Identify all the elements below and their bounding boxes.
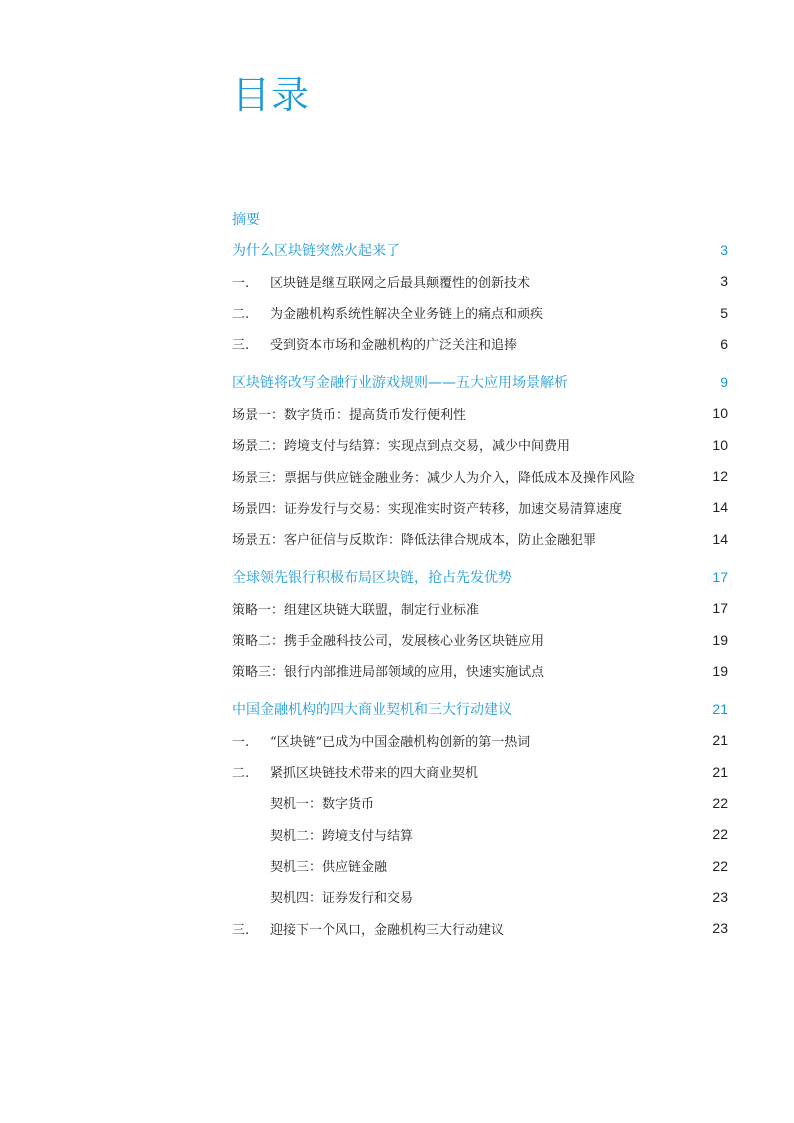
toc-page-number: 19 <box>712 662 728 679</box>
toc-label <box>232 856 387 875</box>
toc-page-number: 10 <box>712 436 728 453</box>
toc-entry[interactable] <box>232 787 728 818</box>
toc-label <box>232 919 504 938</box>
toc-label <box>232 272 530 291</box>
toc-label-text: 场景一：数字货币：提高货币发行便利性 <box>232 407 467 423</box>
toc-entry[interactable] <box>232 328 728 359</box>
toc-label <box>232 630 544 649</box>
toc-page-number: 12 <box>712 468 728 485</box>
toc-entry[interactable] <box>232 624 728 655</box>
toc-entry[interactable] <box>232 266 728 297</box>
toc-label <box>232 793 374 812</box>
toc-label <box>232 887 413 906</box>
toc-label <box>232 334 517 353</box>
toc-page-number: 21 <box>712 763 728 780</box>
toc-label <box>232 303 543 322</box>
toc-label-text: 区块链是继互联网之后最具颠覆性的创新技术 <box>270 275 531 291</box>
toc-label <box>232 435 570 454</box>
toc-label-text: 场景四：证券发行与交易：实现准实时资产转移，加速交易清算速度 <box>232 501 623 517</box>
page-title: 目录 <box>232 73 311 117</box>
toc-entry[interactable] <box>232 913 728 944</box>
toc-page-number: 10 <box>712 405 728 422</box>
toc-entry[interactable] <box>232 725 728 756</box>
toc-label-text: 契机一：数字货币 <box>270 797 375 813</box>
toc-label <box>232 599 479 618</box>
toc-label-text: 为金融机构系统性解决全业务链上的痛点和顽疾 <box>270 307 544 323</box>
toc-page-number: 21 <box>712 701 728 718</box>
toc-label-text: 契机三：供应链金融 <box>270 860 388 876</box>
toc-label <box>232 731 530 750</box>
toc-page-number: 5 <box>720 304 728 321</box>
toc-label <box>232 567 512 587</box>
toc-number: 三. <box>232 338 250 354</box>
toc-label <box>232 529 596 548</box>
toc-page-number: 19 <box>712 631 728 648</box>
toc-label-text: 摘要 <box>232 211 260 228</box>
toc-entry[interactable] <box>232 819 728 850</box>
toc-label-text: 策略三：银行内部推进局部领域的应用，快速实施试点 <box>232 665 545 681</box>
toc-label <box>232 498 622 517</box>
toc-page-number: 23 <box>712 888 728 905</box>
toc-label-text: 场景三：票据与供应链金融业务：减少人为介入，降低成本及操作风险 <box>232 470 636 486</box>
toc-label-text: 区块链将改写金融行业游戏规则——五大应用场景解析 <box>232 375 568 392</box>
toc-section[interactable] <box>232 561 728 592</box>
toc-page-number: 22 <box>712 857 728 874</box>
table-of-contents <box>232 203 728 944</box>
toc-entry[interactable] <box>232 297 728 328</box>
toc-label-text: 契机四：证券发行和交易 <box>270 891 414 907</box>
toc-label-text: 为什么区块链突然火起来了 <box>232 242 400 259</box>
toc-label-text: “区块链”已成为中国金融机构创新的第一热词 <box>270 734 531 750</box>
toc-label-text: 场景五：客户征信与反欺诈：降低法律合规成本，防止金融犯罪 <box>232 533 597 549</box>
toc-page-number: 14 <box>712 530 728 547</box>
toc-label <box>232 404 466 423</box>
toc-entry[interactable] <box>232 655 728 686</box>
toc-label <box>232 699 512 719</box>
toc-entry[interactable] <box>232 881 728 912</box>
toc-number: 一. <box>232 275 250 291</box>
toc-page-number: 14 <box>712 499 728 516</box>
toc-entry[interactable] <box>232 756 728 787</box>
toc-label <box>232 762 478 781</box>
toc-entry[interactable] <box>232 850 728 881</box>
toc-label <box>232 372 568 392</box>
toc-page-number: 22 <box>712 794 728 811</box>
toc-section[interactable] <box>232 693 728 724</box>
toc-number: 二. <box>232 766 250 782</box>
toc-section[interactable] <box>232 234 728 265</box>
toc-label-text: 中国金融机构的四大商业契机和三大行动建议 <box>232 702 512 719</box>
toc-number: 二. <box>232 307 250 323</box>
toc-label-text: 受到资本市场和金融机构的广泛关注和追捧 <box>270 338 518 354</box>
toc-label-text: 紧抓区块链技术带来的四大商业契机 <box>270 766 479 782</box>
toc-entry[interactable] <box>232 398 728 429</box>
toc-number: 一. <box>232 734 250 750</box>
toc-label-text: 契机二：跨境支付与结算 <box>270 828 414 844</box>
toc-label <box>232 825 413 844</box>
toc-entry[interactable] <box>232 492 728 523</box>
toc-label <box>232 240 400 260</box>
toc-label-text: 场景二：跨境支付与结算：实现点到点交易，减少中间费用 <box>232 439 571 455</box>
toc-label <box>232 661 544 680</box>
toc-label <box>232 209 260 229</box>
toc-page-number: 23 <box>712 920 728 937</box>
toc-page-number: 21 <box>712 732 728 749</box>
toc-entry[interactable] <box>232 593 728 624</box>
toc-entry[interactable] <box>232 460 728 491</box>
toc-section[interactable] <box>232 366 728 397</box>
toc-page-number: 17 <box>712 600 728 617</box>
toc-page-number: 6 <box>720 335 728 352</box>
toc-page-number: 9 <box>720 374 728 391</box>
toc-label-text: 策略一：组建区块链大联盟，制定行业标准 <box>232 602 480 618</box>
toc-page-number: 17 <box>712 568 728 585</box>
toc-label <box>232 467 635 486</box>
toc-entry[interactable] <box>232 523 728 554</box>
toc-entry[interactable] <box>232 429 728 460</box>
toc-label-text: 迎接下一个风口，金融机构三大行动建议 <box>270 922 505 938</box>
toc-page-number: 3 <box>720 241 728 258</box>
toc-number: 三. <box>232 922 250 938</box>
toc-section[interactable] <box>232 203 728 234</box>
toc-page-number: 3 <box>720 273 728 290</box>
toc-label-text: 策略二：携手金融科技公司，发展核心业务区块链应用 <box>232 634 545 649</box>
toc-page-number: 22 <box>712 826 728 843</box>
toc-label-text: 全球领先银行积极布局区块链，抢占先发优势 <box>232 569 512 586</box>
